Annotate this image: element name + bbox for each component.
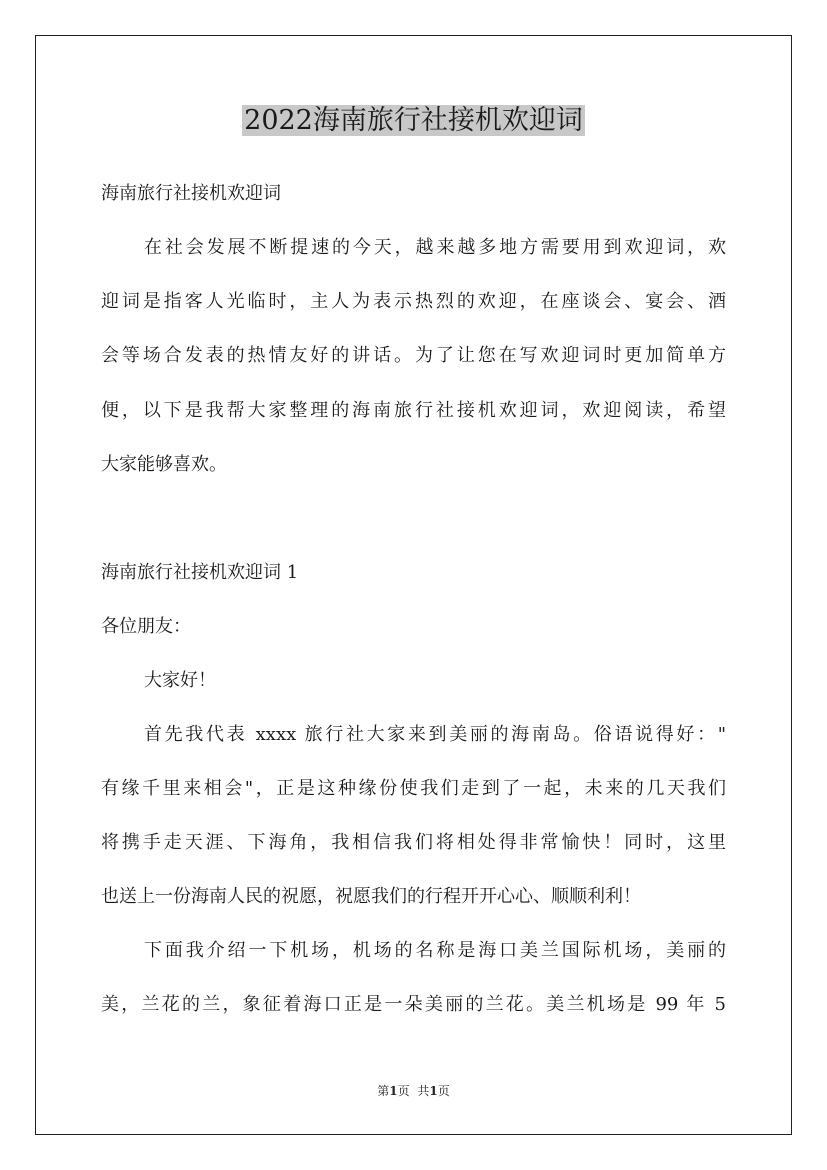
body-line-6: 美，兰花的兰，象征着海口正是一朵美丽的兰花。美兰机场是 99 年 5 (101, 994, 726, 1015)
intro-line-1: 在社会发展不断提速的今天，越来越多地方需要用到欢迎词，欢 (144, 237, 726, 258)
body-line-2: 有缘千里来相会"，正是这种缘份使我们走到了一起，未来的几天我们 (101, 778, 726, 799)
intro-line-3: 会等场合发表的热情友好的讲话。为了让您在写欢迎词时更加简单方 (101, 345, 726, 366)
body-line-4: 也送上一份海南人民的祝愿，祝愿我们的行程开开心心、顺顺利利！ (101, 886, 641, 907)
body-line-3: 将携手走天涯、下海角，我相信我们将相处得非常愉快！同时，这里 (101, 832, 726, 853)
footer-page-prefix: 第 (377, 1084, 390, 1098)
footer-page-suffix: 页 (397, 1084, 410, 1098)
salutation: 各位朋友： (101, 616, 191, 637)
intro-line-2: 迎词是指客人光临时，主人为表示热烈的欢迎，在座谈会、宴会、酒 (101, 291, 726, 312)
intro-line-5: 大家能够喜欢。 (101, 454, 227, 475)
footer-page-number: 1 (389, 1084, 398, 1098)
greeting: 大家好！ (144, 670, 216, 691)
document-title-text: 2022海南旅行社接机欢迎词 (244, 105, 583, 136)
page-footer (0, 1083, 827, 1099)
footer-total-prefix: 共 (417, 1084, 430, 1098)
section-heading: 海南旅行社接机欢迎词 1 (101, 562, 299, 583)
body-line-5: 下面我介绍一下机场，机场的名称是海口美兰国际机场，美丽的 (144, 940, 726, 961)
footer-total-number: 1 (429, 1084, 438, 1098)
document-title (0, 101, 827, 141)
footer-total-suffix: 页 (437, 1084, 450, 1098)
intro-line-4: 便，以下是我帮大家整理的海南旅行社接机欢迎词，欢迎阅读，希望 (101, 400, 726, 421)
document-subtitle: 海南旅行社接机欢迎词 (101, 183, 281, 204)
body-line-1: 首先我代表 xxxx 旅行社大家来到美丽的海南岛。俗语说得好：" (144, 724, 726, 745)
